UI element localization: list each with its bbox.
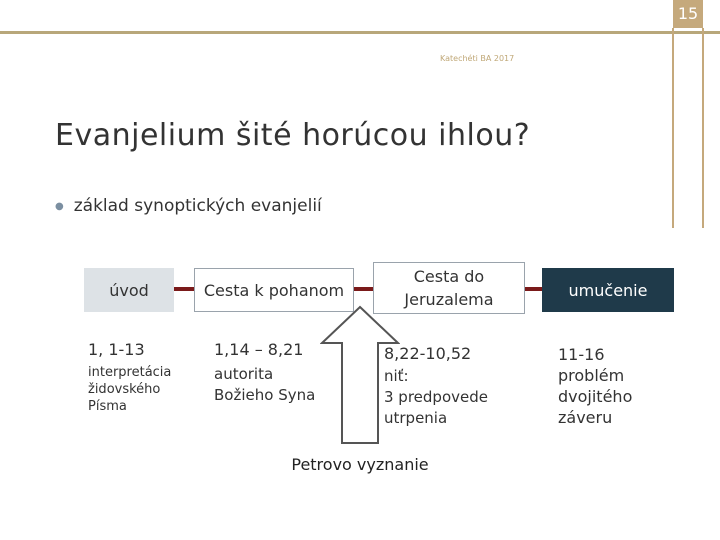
col4-line: záveru — [558, 408, 613, 427]
box-label: umučenie — [568, 280, 648, 300]
top-band — [0, 0, 720, 30]
col4-line: problém — [558, 366, 625, 385]
col4-line: 11-16 — [558, 345, 605, 364]
col4-desc — [558, 344, 658, 428]
col1-line: židovského — [88, 382, 161, 397]
col1-range: 1, 1-13 — [88, 340, 145, 359]
box-label — [404, 265, 493, 311]
side-rule-right — [702, 28, 704, 228]
col2-line: Božieho Syna — [214, 386, 316, 404]
header-note: Katechéti BA 2017 — [440, 54, 515, 63]
col1-line: interpretácia — [88, 365, 172, 380]
col4-line: dvojitého — [558, 387, 633, 406]
box-label-line2: Jeruzalema — [404, 290, 494, 309]
bullet-item — [55, 196, 322, 216]
col2-range: 1,14 – 8,21 — [214, 340, 304, 359]
callout-petrovo-vyznanie: Petrovo vyznanie — [291, 454, 429, 474]
box-uvod — [84, 268, 174, 312]
col3-desc — [384, 366, 524, 429]
col2-line: autorita — [214, 365, 274, 383]
col1-line: Písma — [88, 399, 127, 414]
col3-line: 3 predpovede — [384, 388, 488, 406]
box-label: Cesta k pohanom — [203, 280, 345, 300]
col3-line: utrpenia — [384, 409, 448, 427]
col2-desc — [214, 364, 344, 406]
bullet-icon: ● — [55, 200, 64, 212]
slide-title: Evanjelium šité horúcou ihlou? — [55, 118, 531, 153]
page-number: 15 — [672, 0, 703, 28]
box-umucenie — [542, 268, 674, 312]
bullet-text: základ synoptických evanjelií — [73, 196, 322, 216]
side-rule-left — [672, 28, 674, 228]
top-rule — [0, 31, 720, 34]
col1-desc — [88, 364, 208, 415]
box-label: úvod — [109, 280, 149, 300]
box-label-line1: Cesta do — [413, 267, 485, 286]
col3-range: 8,22-10,52 — [384, 344, 472, 363]
col3-line: niť: — [384, 367, 409, 385]
